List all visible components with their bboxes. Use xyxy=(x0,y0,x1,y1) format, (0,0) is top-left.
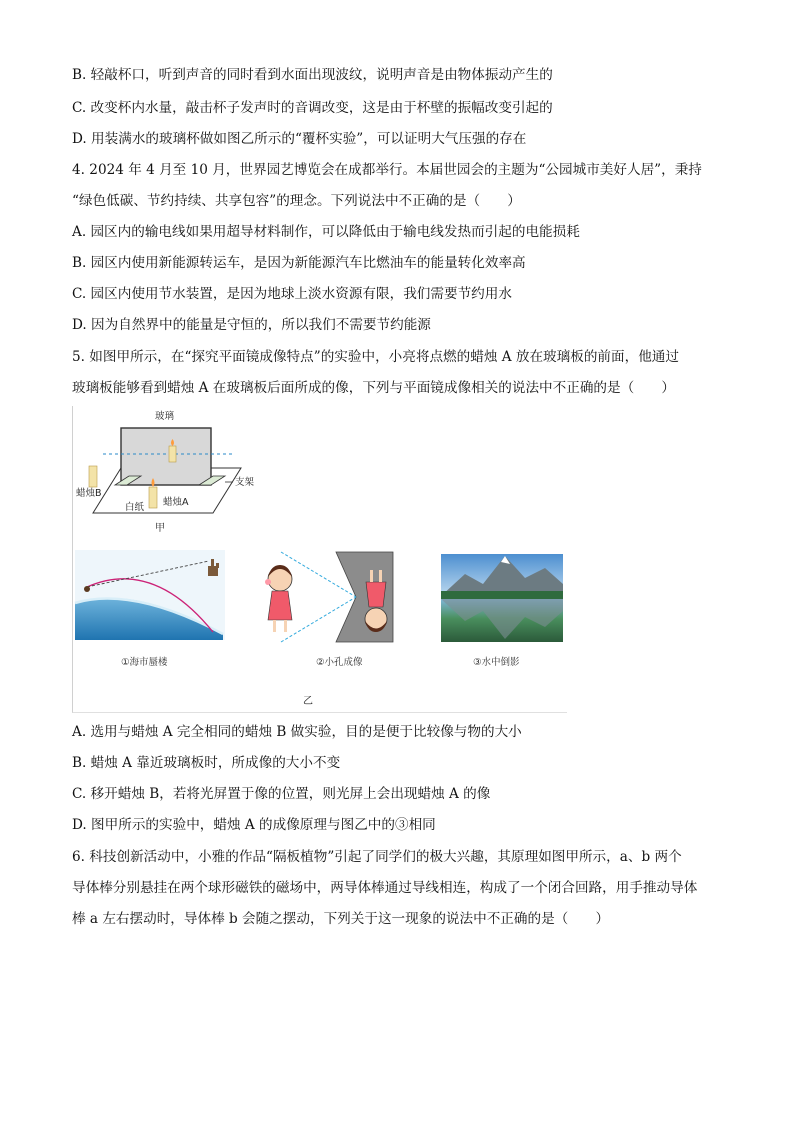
q3-option-b: B. 轻敲杯口，听到声音的同时看到水面出现波纹，说明声音是由物体振动产生的 xyxy=(72,67,553,83)
caption-yi: 乙 xyxy=(303,696,313,707)
caption-mirage: ①海市蜃楼 xyxy=(121,657,168,668)
figure-canvas xyxy=(73,406,567,712)
q6-stem-line2: 导体棒分别悬挂在两个球形磁铁的磁场中，两导体棒通过导线相连，构成了一个闭合回路，用手推动导体 xyxy=(72,880,698,896)
q5-stem-line1: 5. 如图甲所示，在“探究平面镜成像特点”的实验中，小亮将点燃的蜡烛 A 放在玻璃板的前面，他通过 xyxy=(72,349,679,365)
q4-stem-line2: “绿色低碳、节约持续、共享包容”的理念。下列说法中不正确的是（ ） xyxy=(72,193,521,209)
q5-stem-line2: 玻璃板能够看到蜡烛 A 在玻璃板后面所成的像，下列与平面镜成像相关的说法中不正确的是（ ） xyxy=(72,380,675,396)
mirage-observer xyxy=(84,586,90,592)
tree-line xyxy=(441,591,563,599)
q5-option-a: A. 选用与蜡烛 A 完全相同的蜡烛 B 做实验，目的是便于比较像与物的大小 xyxy=(72,724,522,740)
label-candle-a: 蜡烛A xyxy=(163,497,189,508)
figure-pinhole xyxy=(265,552,393,668)
caption-jia: 甲 xyxy=(155,523,165,534)
figure-jia xyxy=(76,410,255,534)
q3-option-c: C. 改变杯内水量，敲击杯子发声时的音调改变，这是由于杯壁的振幅改变引起的 xyxy=(72,100,553,116)
q4-option-d: D. 因为自然界中的能量是守恒的，所以我们不需要节约能源 xyxy=(72,317,431,333)
figure-mirage xyxy=(75,550,225,668)
label-glass: 玻璃 xyxy=(155,411,175,422)
q5-option-b: B. 蜡烛 A 靠近玻璃板时，所成像的大小不变 xyxy=(72,755,341,771)
figure-reflection xyxy=(441,554,563,668)
q4-option-c: C. 园区内使用节水装置，是因为地球上淡水资源有限，我们需要节约用水 xyxy=(72,286,512,302)
q5-figure xyxy=(72,406,567,713)
candle-a xyxy=(149,487,157,508)
label-candle-b: 蜡烛B xyxy=(76,488,102,499)
q5-option-c: C. 移开蜡烛 B，若将光屏置于像的位置，则光屏上会出现蜡烛 A 的像 xyxy=(72,786,491,802)
q6-stem-line3: 棒 a 左右摆动时，导体棒 b 会随之摆动，下列关于这一现象的说法中不正确的是（ ） xyxy=(72,911,610,927)
q4-option-b: B. 园区内使用新能源转运车，是因为新能源汽车比燃油车的能量转化效率高 xyxy=(72,255,526,271)
q4-option-a: A. 园区内的输电线如果用超导材料制作，可以降低由于输电线发热而引起的电能损耗 xyxy=(72,224,580,240)
girl-icon xyxy=(265,565,292,632)
candle-b xyxy=(89,466,97,487)
label-paper: 白纸 xyxy=(125,502,145,513)
caption-pinhole: ②小孔成像 xyxy=(316,657,363,668)
caption-reflection: ③水中倒影 xyxy=(473,657,520,668)
candle-image xyxy=(169,446,176,462)
q6-stem-line1: 6. 科技创新活动中，小雅的作品“隔板植物”引起了同学们的极大兴趣，其原理如图甲所示，a、b 两个 xyxy=(72,849,682,865)
q3-option-d: D. 用装满水的玻璃杯做如图乙所示的“覆杯实验”，可以证明大气压强的存在 xyxy=(72,131,527,147)
q5-option-d: D. 图甲所示的实验中，蜡烛 A 的成像原理与图乙中的③相同 xyxy=(72,817,436,833)
q4-stem-line1: 4. 2024 年 4 月至 10 月，世界园艺博览会在成都举行。本届世园会的主题为“公园城市美好人居”，秉持 xyxy=(72,162,702,178)
label-stand: 支架 xyxy=(235,477,255,488)
